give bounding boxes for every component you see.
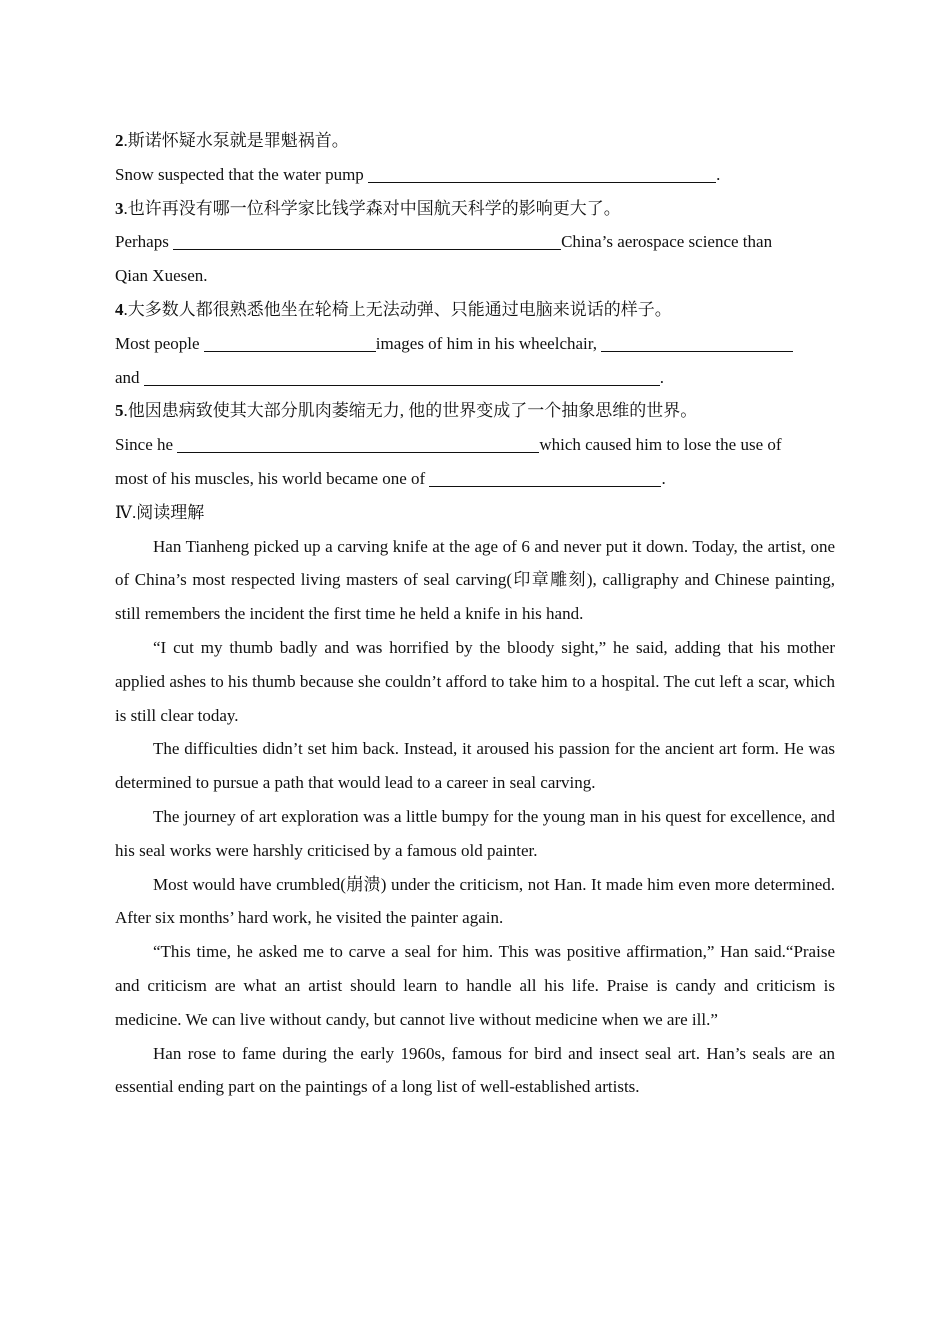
- passage-paragraph-1: Han Tianheng picked up a carving knife at the age of 6 and never put it down. Today, the artist, one of China’s most respected living masters of seal carving(印章雕刻), calligraphy and Chinese painting, still remembers the incident the first time he held a knife in his hand.: [115, 536, 835, 624]
- item-english-text: .: [659, 367, 665, 387]
- passage-paragraph-6: “This time, he asked me to carve a seal for him. This was positive affirmation,” Han said.“Praise and criticism are what an artist should learn to handle all his life. Praise is candy and criticism is medicine. We can live without candy, but cannot live without medicine when we are ill.”: [115, 942, 835, 1029]
- passage-paragraph-5: Most would have crumbled(崩溃) under the criticism, not Han. It made him even more determined. After six months’ hard work, he visited the painter again.: [115, 874, 835, 928]
- passage-paragraph-2: “I cut my thumb badly and was horrified by the bloody sight,” he said, adding that his mother applied ashes to his thumb because she couldn’t afford to take him to a hospital. The cut left a scar, which is still clear today.: [115, 637, 835, 725]
- item-english-text: Perhaps: [115, 232, 174, 252]
- item-5-english-cont: [115, 462, 835, 496]
- item-number: 2: [115, 131, 124, 150]
- answer-blank[interactable]: [204, 331, 376, 352]
- item-5-english: [115, 428, 835, 462]
- item-4-chinese: [115, 293, 835, 327]
- answer-blank[interactable]: [601, 331, 793, 352]
- item-number: 4: [115, 299, 124, 319]
- item-2-chinese: [115, 124, 835, 158]
- item-chinese-text: .也许再没有哪一位科学家比钱学森对中国航天科学的影响更大了。: [123, 198, 621, 218]
- item-chinese-text: .他因患病致使其大部分肌肉萎缩无力, 他的世界变成了一个抽象思维的世界。: [123, 401, 698, 421]
- item-number: 3: [115, 198, 124, 218]
- document-content: [115, 124, 835, 1104]
- item-english-text: .: [661, 468, 666, 488]
- item-english-text: which caused him to lose the use of: [539, 435, 782, 455]
- answer-blank[interactable]: [177, 432, 539, 453]
- item-english-text: Most people: [115, 333, 204, 353]
- item-english-text: and: [115, 367, 144, 387]
- passage-paragraph-4: The journey of art exploration was a little bumpy for the young man in his quest for excellence, and his seal works were harshly criticised by a famous old painter.: [115, 806, 835, 860]
- answer-blank[interactable]: [368, 162, 716, 183]
- item-chinese-text: .大多数人都很熟悉他坐在轮椅上无法动弹、只能通过电脑来说话的样子。: [123, 299, 672, 319]
- item-english-text: Qian Xuesen.: [115, 266, 208, 286]
- item-english-text: images of him in his wheelchair,: [375, 333, 602, 353]
- item-3-english-cont: [115, 259, 835, 293]
- item-english-text: Snow suspected that the water pump: [115, 164, 369, 184]
- passage-paragraph-7: Han rose to fame during the early 1960s, famous for bird and insect seal art. Han’s seals are an essential ending part on the paintings of a long list of well-established artists.: [115, 1043, 835, 1097]
- item-4-english: [115, 327, 835, 361]
- item-4-english-cont: [115, 361, 835, 395]
- answer-blank[interactable]: [173, 229, 561, 250]
- item-chinese-text: .斯诺怀疑水泵就是罪魁祸首。: [123, 131, 349, 150]
- passage-paragraph-3: The difficulties didn’t set him back. Instead, it aroused his passion for the ancient art form. He was determined to pursue a path that would lead to a career in seal carving.: [115, 739, 835, 793]
- answer-blank[interactable]: [144, 365, 660, 386]
- item-2-english: [115, 158, 835, 192]
- item-number: 5: [115, 401, 124, 421]
- item-english-text: .: [716, 164, 721, 184]
- item-english-text: Since he: [115, 435, 178, 455]
- item-3-chinese: [115, 192, 835, 226]
- answer-blank[interactable]: [429, 466, 661, 487]
- item-3-english: [115, 225, 835, 259]
- item-english-text: most of his muscles, his world became one of: [115, 468, 430, 488]
- item-5-chinese: [115, 394, 835, 428]
- section-title: Ⅳ.阅读理解: [115, 502, 205, 522]
- item-english-text: China’s aerospace science than: [561, 232, 773, 252]
